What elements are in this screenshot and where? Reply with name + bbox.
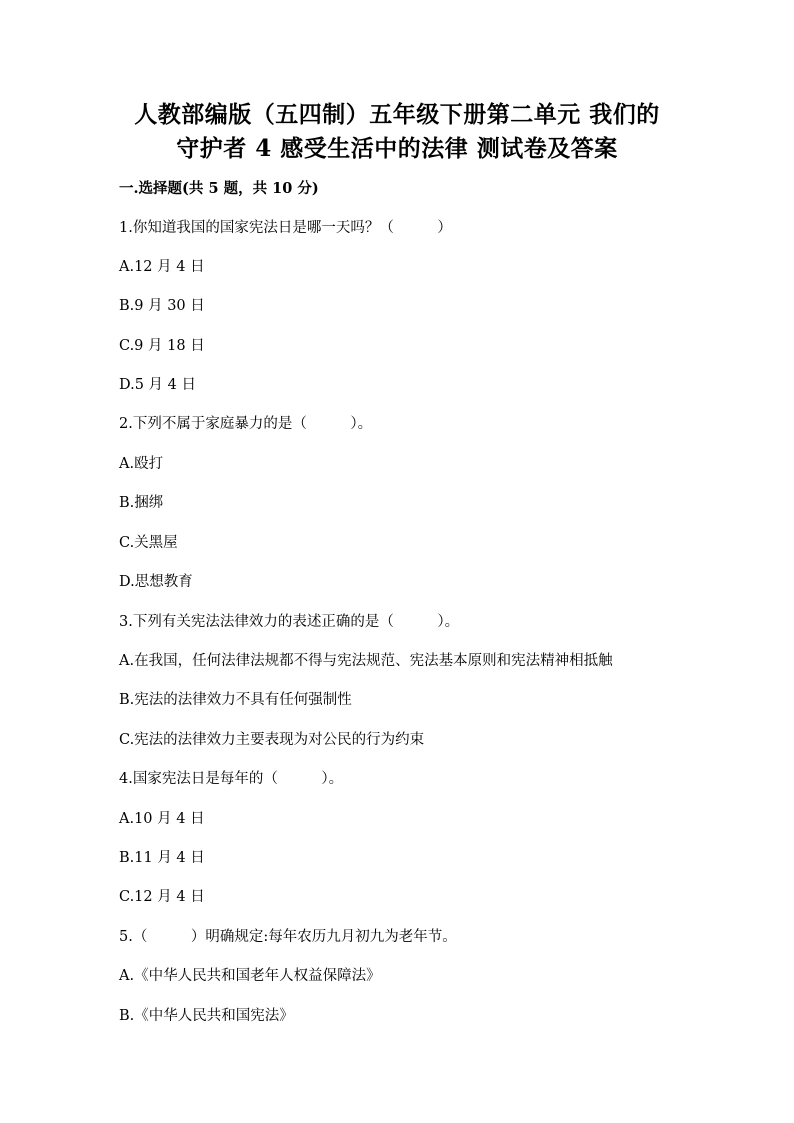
question-3-option-c: C.宪法的法律效力主要表现为对公民的行为约束 (119, 732, 425, 748)
question-4-option-c: C.12 月 4 日 (119, 889, 205, 905)
question-3-stem: 3.下列有关宪法法律效力的表述正确的是（ ）。 (119, 614, 460, 630)
question-2-option-c: C.关黑屋 (119, 535, 178, 551)
question-2-stem: 2.下列不属于家庭暴力的是（ ）。 (119, 416, 373, 432)
question-1-option-d: D.5 月 4 日 (119, 377, 196, 393)
question-5-option-a: A.《中华人民共和国老年人权益保障法》 (119, 968, 381, 984)
question-4-stem: 4.国家宪法日是每年的（ ）。 (119, 771, 344, 787)
question-3-option-a: A.在我国，任何法律法规都不得与宪法规范、宪法基本原则和宪法精神相抵触 (119, 653, 613, 669)
question-2-option-a: A.殴打 (119, 456, 164, 472)
question-2-option-d: D.思想教育 (119, 574, 193, 590)
document-title-line-2: 守护者 4 感受生活中的法律 测试卷及答案 (176, 135, 618, 162)
question-5-stem: 5.（ ）明确规定:每年农历九月初九为老年节。 (119, 929, 457, 945)
question-1-stem: 1.你知道我国的国家宪法日是哪一天吗？（ ） (119, 220, 452, 236)
question-4-option-a: A.10 月 4 日 (119, 811, 205, 827)
question-1-option-c: C.9 月 18 日 (119, 338, 205, 354)
question-2-option-b: B.捆绑 (119, 495, 164, 511)
question-1-option-b: B.9 月 30 日 (119, 298, 205, 314)
question-5-option-b: B.《中华人民共和国宪法》 (119, 1008, 294, 1024)
question-1-option-a: A.12 月 4 日 (119, 259, 205, 275)
section-heading: 一.选择题(共 5 题，共 10 分) (119, 180, 319, 197)
document-title-line-1: 人教部编版（五四制）五年级下册第二单元 我们的 (134, 101, 660, 128)
question-4-option-b: B.11 月 4 日 (119, 850, 205, 866)
question-3-option-b: B.宪法的法律效力不具有任何强制性 (119, 692, 352, 708)
